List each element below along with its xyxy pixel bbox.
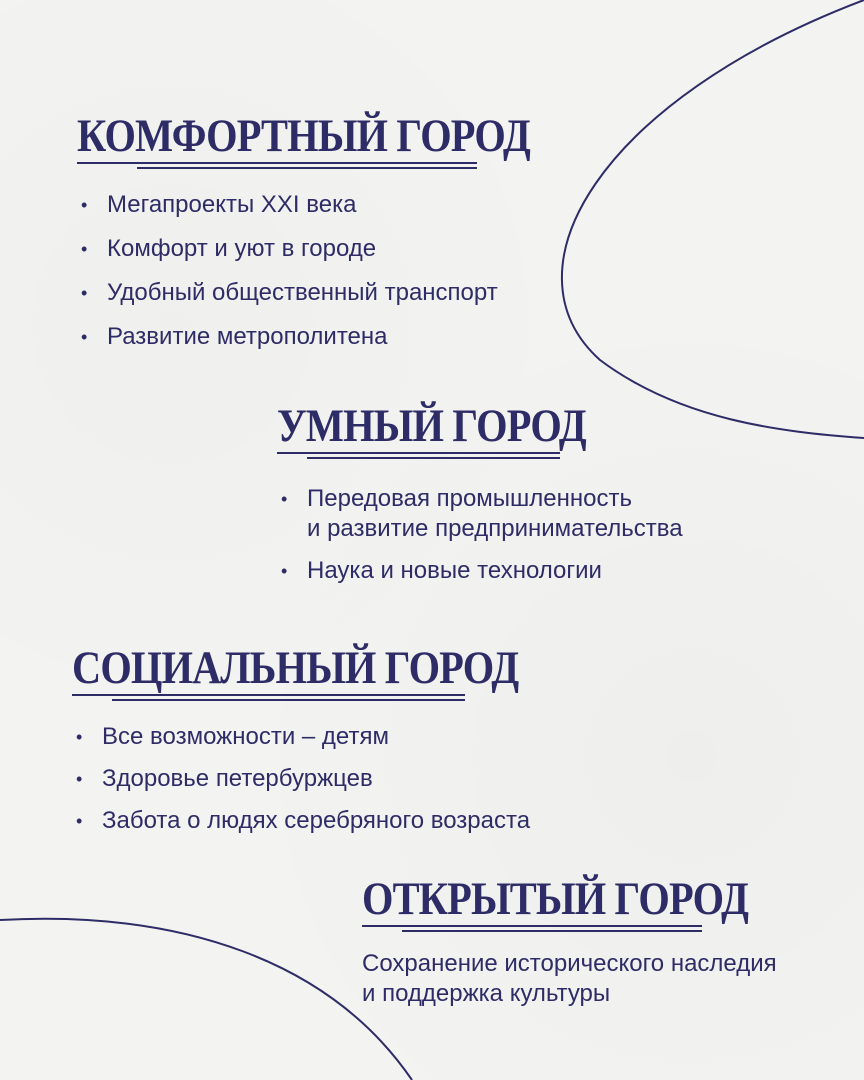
title-underline [277, 450, 567, 460]
list-item: • Здоровье петербуржцев [72, 764, 591, 794]
list-item: • Удобный общественный транспорт [77, 278, 604, 308]
list-item: • Комфорт и уют в городе [77, 234, 604, 264]
paragraph-line: и поддержка культуры [362, 980, 611, 1007]
bullet-list [277, 484, 683, 586]
list-item: • Наука и новые технологии [277, 556, 683, 586]
list-item: • Передовая промышленность [277, 484, 683, 514]
bullet-list [72, 722, 591, 836]
section-social-city [72, 642, 591, 836]
title-underline [362, 923, 707, 933]
section-paragraph [362, 949, 811, 1009]
section-open-city [362, 873, 811, 1009]
paragraph-line: Сохранение исторического наследия [362, 950, 777, 977]
list-item: • Все возможности – детям [72, 722, 591, 752]
section-title: КОМФОРТНЫЙ ГОРОД [77, 110, 530, 162]
list-item: • Забота о людях серебряного возраста [72, 806, 591, 836]
bullet-list [77, 190, 604, 352]
title-underline [77, 160, 497, 170]
title-underline [72, 692, 472, 702]
section-title: УМНЫЙ ГОРОД [277, 400, 586, 452]
top-right-curve [562, 0, 864, 438]
section-comfort-city [77, 110, 604, 352]
section-smart-city [277, 400, 683, 586]
list-item: • Мегапроекты XXI века [77, 190, 604, 220]
bottom-left-curve [0, 919, 412, 1080]
list-item-continuation: и развитие предпринимательства [307, 515, 683, 542]
section-title: СОЦИАЛЬНЫЙ ГОРОД [72, 642, 519, 694]
list-item: • Развитие метрополитена [77, 322, 604, 352]
section-title: ОТКРЫТЫЙ ГОРОД [362, 873, 749, 925]
